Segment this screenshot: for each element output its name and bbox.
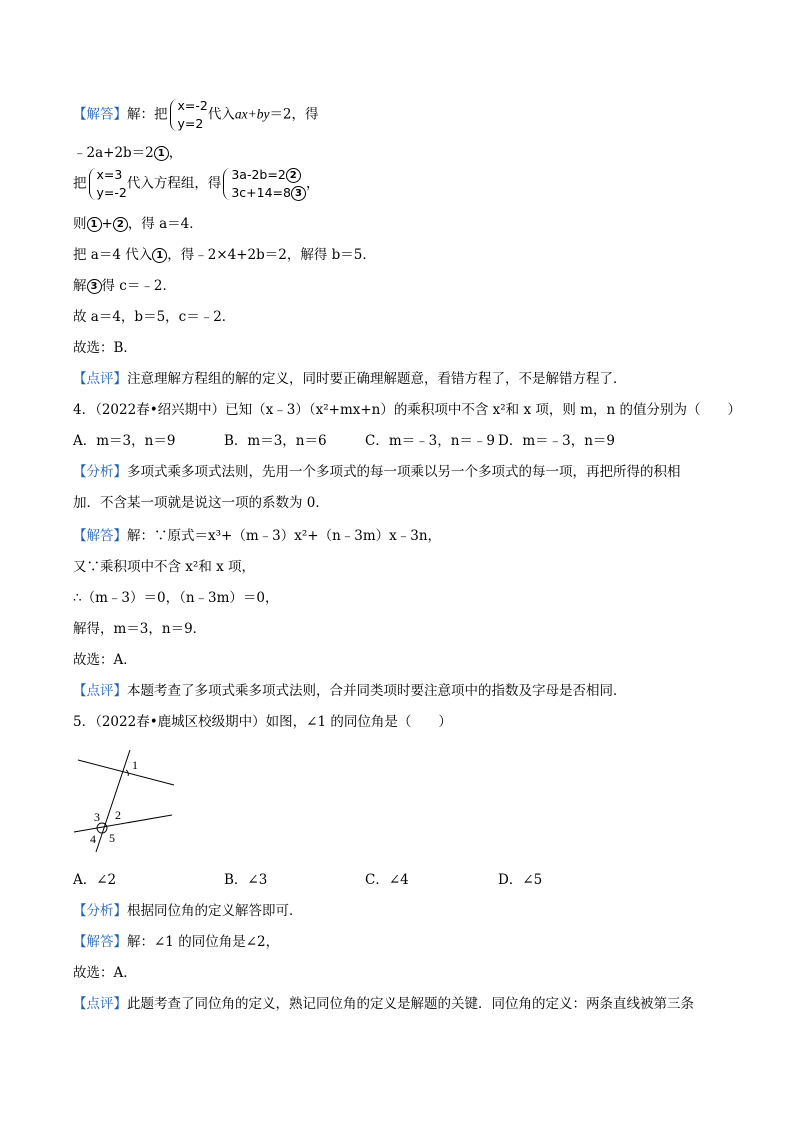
line-upper	[78, 760, 174, 785]
q4-option-d: D．m＝﹣3，n＝9	[498, 433, 615, 449]
q5-option-d: D．∠5	[498, 872, 543, 888]
question-4-stem: 4．（2022春•绍兴期中）已知（x﹣3）（x²+mx+n）的乘积项中不含 x²和 x 项，则 m，n 的值分别为（ ）	[73, 402, 741, 418]
q5-comment: 【点评】此题考查了同位角的定义，熟记同位角的定义是解题的关键．同位角的定义：两条直线被第三条	[73, 996, 694, 1012]
q4-analysis-2: 加．不含某一项就是说这一项的系数为 0．	[73, 495, 329, 511]
q4-comment: 【点评】本题考查了多项式乘多项式法则，合并同类项时要注意项中的指数及字母是否相同．	[73, 683, 627, 699]
equation-system: x=-2 y=2	[168, 97, 208, 133]
solution-line-8: 故选：B．	[73, 340, 137, 356]
q5-answer-2: 故选：A．	[73, 965, 137, 981]
angle-label-2: 2	[115, 808, 121, 822]
comment-line: 【点评】注意理解方程组的解的定义，同时要正确理解题意，看错方程了，不是解错方程了．	[73, 371, 627, 387]
comment-tag: 【点评】	[73, 371, 127, 387]
q4-option-a: A．m＝3，n＝9	[73, 433, 176, 449]
solution-line-4: 则 1 + 2 ，得 a＝4．	[73, 216, 203, 232]
angle-label-4: 4	[90, 832, 96, 846]
angle-label-1: 1	[132, 758, 138, 772]
question-5-stem: 5．（2022春•鹿城区校级期中）如图，∠1 的同位角是（ ）	[73, 714, 452, 730]
q4-answer-2: 又∵乘积项中不含 x²和 x 项，	[73, 559, 256, 575]
angle-label-3: 3	[94, 810, 100, 824]
solution-line-2: ﹣2a+2b＝2 1 ，	[73, 145, 183, 161]
answer-tag: 【解答】	[73, 106, 127, 123]
solution-line-7: 故 a＝4，b＝5，c＝﹣2．	[73, 309, 236, 325]
transversal-figure	[70, 750, 180, 855]
solution-line-3: 把 x=3 y=-2 代入方程组，得 3a-2b=2 2 3c+14=8 3 ，	[73, 167, 320, 200]
q5-analysis: 【分析】根据同位角的定义解答即可．	[73, 903, 303, 919]
q4-analysis-1: 【分析】多项式乘多项式法则，先用一个多项式的每一项乘以另一个多项式的每一项，再把所得的积相	[73, 464, 681, 480]
q5-answer-1: 【解答】解：∠1 的同位角是∠2，	[73, 934, 280, 950]
q4-answer-1: 【解答】解：∵原式＝x³+（m﹣3）x²+（n﹣3m）x﹣3n，	[73, 528, 442, 544]
solution-line-5: 把 a＝4 代入 1 ，得﹣2×4+2b＝2，解得 b＝5．	[73, 247, 376, 263]
q4-answer-5: 故选：A．	[73, 652, 137, 668]
q4-option-b: B．m＝3，n＝6	[224, 433, 327, 449]
line-lower	[74, 815, 172, 832]
q5-option-a: A．∠2	[73, 872, 117, 888]
q4-answer-3: ∴（m﹣3）＝0，（n﹣3m）＝0，	[73, 590, 279, 606]
solution-line-1: 【解答】解：把 x=-2 y=2 代入ax+by＝2，得	[73, 98, 319, 131]
solution-line-6: 解 3 得 c＝﹣2．	[73, 278, 176, 294]
angle-label-5: 5	[109, 831, 115, 845]
equation-system: 3a-2b=2 2 3c+14=8 3	[221, 166, 306, 202]
q5-option-c: C．∠4	[365, 872, 409, 888]
q5-option-b: B．∠3	[224, 872, 268, 888]
q4-option-c: C．m＝﹣3，n＝﹣9	[365, 433, 496, 449]
circled-number: 1	[154, 146, 169, 161]
equation-system: x=3 y=-2	[87, 166, 127, 202]
q4-answer-4: 解得，m＝3，n＝9．	[73, 621, 207, 637]
